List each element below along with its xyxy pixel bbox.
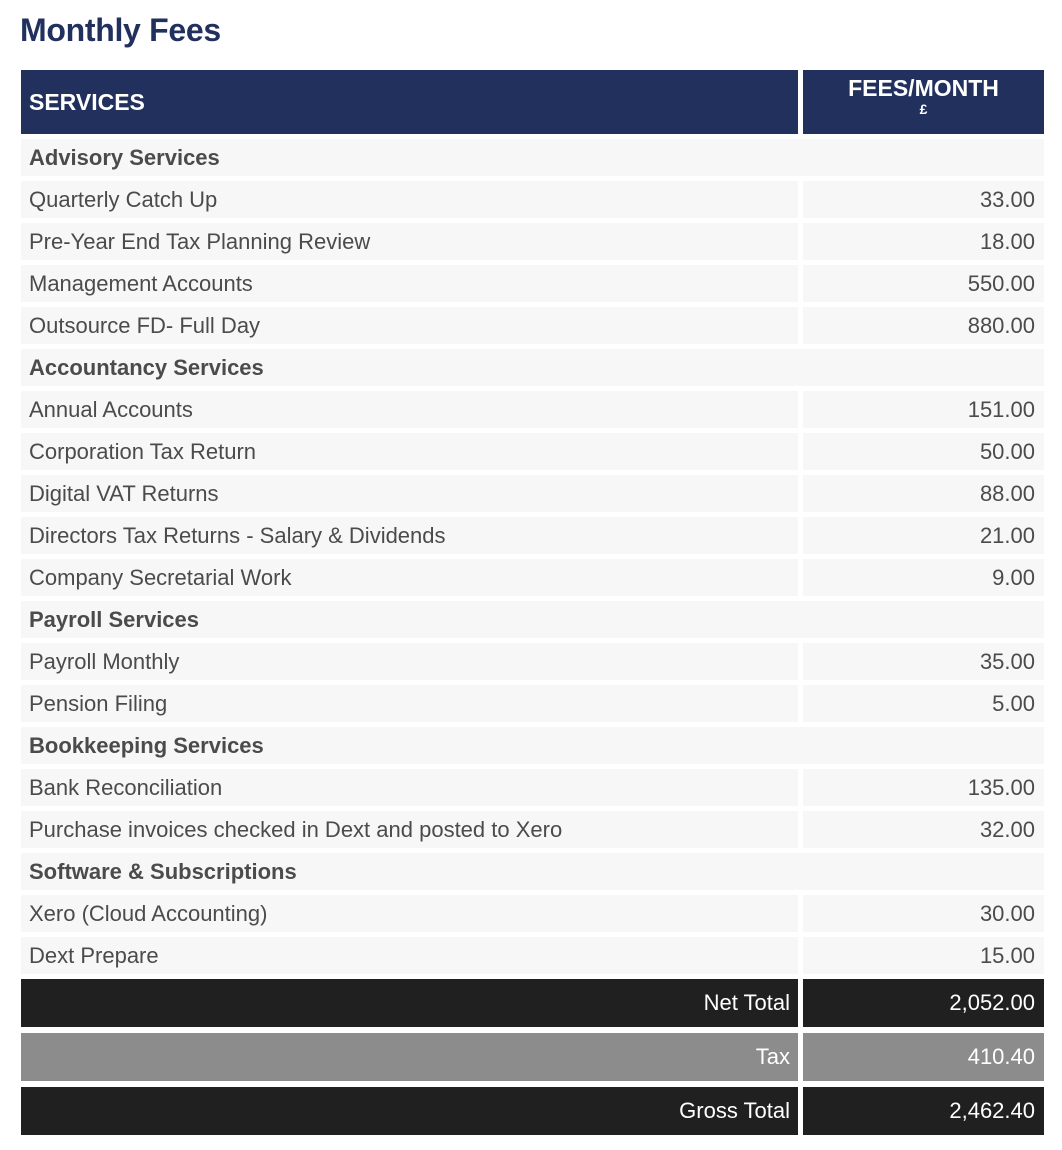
service-name: Xero (Cloud Accounting) (21, 895, 798, 932)
table-row (21, 307, 1044, 344)
service-name: Dext Prepare (21, 937, 798, 974)
tax-value: 410.40 (803, 1033, 1044, 1081)
service-fee: 880.00 (803, 307, 1044, 344)
service-name: Purchase invoices checked in Dext and posted to Xero (21, 811, 798, 848)
table-row (21, 265, 1044, 302)
table-row (21, 937, 1044, 974)
table-row (21, 811, 1044, 848)
service-fee: 151.00 (803, 391, 1044, 428)
tax-row (21, 1033, 1044, 1081)
section-heading: Payroll Services (21, 601, 1044, 638)
net-total-row (21, 979, 1044, 1027)
net-total-label: Net Total (21, 979, 798, 1027)
section-heading: Software & Subscriptions (21, 853, 1044, 890)
service-name: Quarterly Catch Up (21, 181, 798, 218)
table-row (21, 643, 1044, 680)
gross-total-row (21, 1087, 1044, 1135)
section-heading: Accountancy Services (21, 349, 1044, 386)
page-title: Monthly Fees (20, 12, 221, 48)
service-fee: 35.00 (803, 643, 1044, 680)
service-fee: 18.00 (803, 223, 1044, 260)
service-name: Pre-Year End Tax Planning Review (21, 223, 798, 260)
service-fee: 550.00 (803, 265, 1044, 302)
tax-label: Tax (21, 1033, 798, 1081)
service-fee: 33.00 (803, 181, 1044, 218)
section-heading: Advisory Services (21, 139, 1044, 176)
table-row (21, 181, 1044, 218)
table-row (21, 517, 1044, 554)
service-fee: 15.00 (803, 937, 1044, 974)
net-total-value: 2,052.00 (803, 979, 1044, 1027)
service-fee: 50.00 (803, 433, 1044, 470)
table-row (21, 433, 1044, 470)
table-row (21, 685, 1044, 722)
service-name: Bank Reconciliation (21, 769, 798, 806)
service-fee: 88.00 (803, 475, 1044, 512)
service-fee: 21.00 (803, 517, 1044, 554)
table-row (21, 769, 1044, 806)
fees-table (21, 70, 1044, 1141)
service-fee: 135.00 (803, 769, 1044, 806)
gross-total-label: Gross Total (21, 1087, 798, 1135)
table-row (21, 223, 1044, 260)
service-name: Payroll Monthly (21, 643, 798, 680)
header-currency: £ (919, 101, 928, 117)
service-fee: 5.00 (803, 685, 1044, 722)
service-name: Annual Accounts (21, 391, 798, 428)
service-name: Management Accounts (21, 265, 798, 302)
service-name: Company Secretarial Work (21, 559, 798, 596)
service-name: Digital VAT Returns (21, 475, 798, 512)
service-name: Corporation Tax Return (21, 433, 798, 470)
service-name: Outsource FD- Full Day (21, 307, 798, 344)
service-name: Pension Filing (21, 685, 798, 722)
table-row (21, 895, 1044, 932)
table-body (21, 139, 1044, 974)
table-row (21, 559, 1044, 596)
table-row (21, 391, 1044, 428)
service-fee: 32.00 (803, 811, 1044, 848)
section-heading: Bookkeeping Services (21, 727, 1044, 764)
service-fee: 30.00 (803, 895, 1044, 932)
table-header (21, 70, 1044, 134)
header-fees (803, 70, 1044, 134)
service-name: Directors Tax Returns - Salary & Dividends (21, 517, 798, 554)
service-fee: 9.00 (803, 559, 1044, 596)
header-fees-label: FEES/MONTH (848, 75, 999, 101)
gross-total-value: 2,462.40 (803, 1087, 1044, 1135)
header-services: SERVICES (21, 70, 798, 134)
table-row (21, 475, 1044, 512)
